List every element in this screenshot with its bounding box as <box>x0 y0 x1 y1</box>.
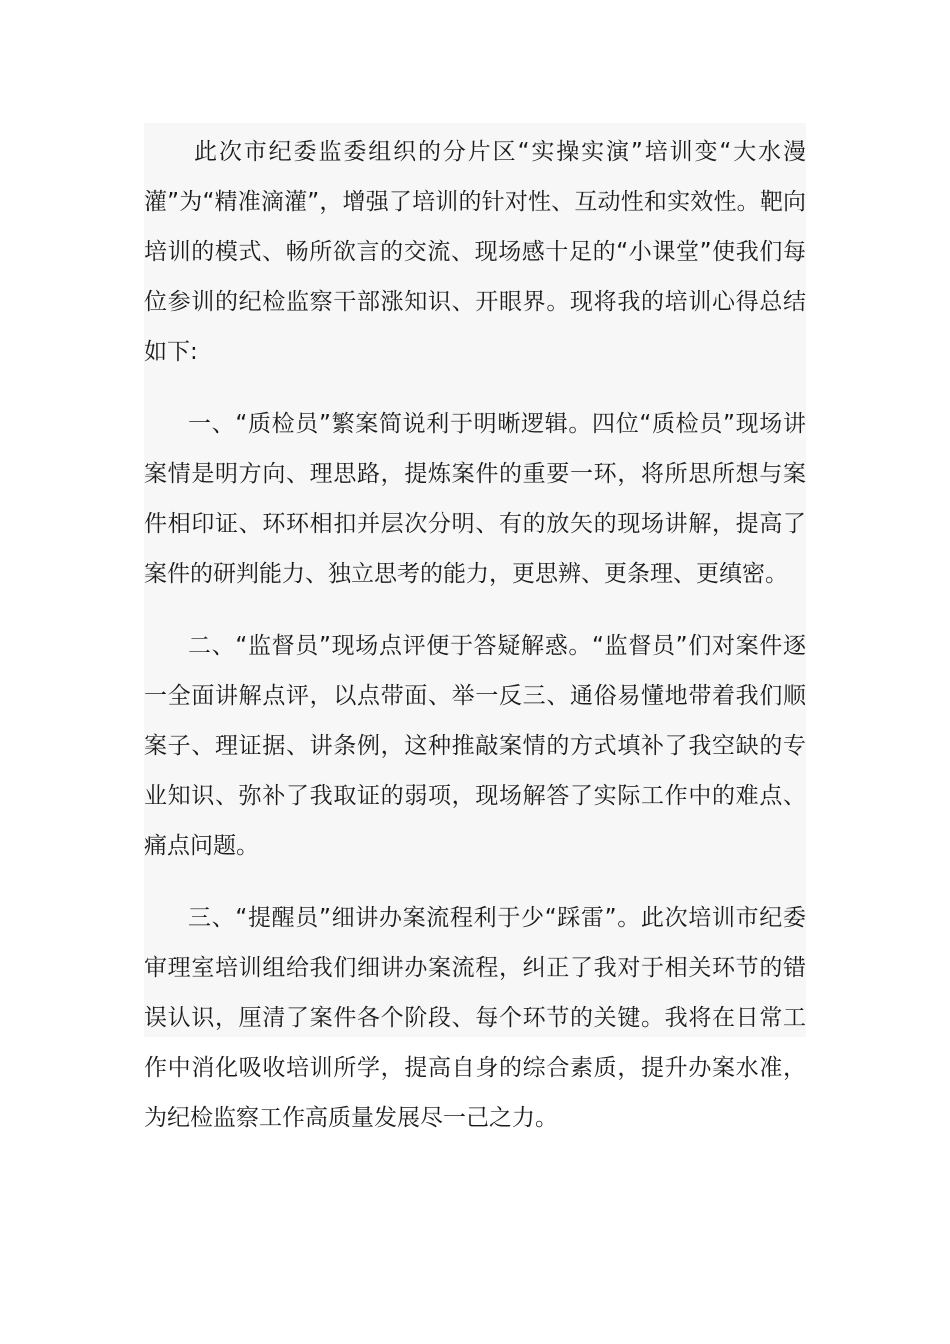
intro-paragraph: 此次市纪委监委组织的分片区“实操实演”培训变“大水漫灌”为“精准滴灌”，增强了培训的针对性、互动性和实效性。靶向培训的模式、畅所欲言的交流、现场感十足的“小课堂”使我们每位参训的纪检监察干部涨知识、开眼界。现将我的培训心得总结如下: <box>144 139 806 365</box>
point-one-paragraph: 一、“质检员”繁案简说利于明晰逻辑。四位“质检员”现场讲案情是明方向、理思路，提炼案件的重要一环，将所思所想与案件相印证、环环相扣并层次分明、有的放矢的现场讲解，提高了案件的研判能力、独立思考的能力，更思辨、更条理、更缜密。 <box>144 411 806 587</box>
point-two-paragraph: 二、“监督员”现场点评便于答疑解惑。“监督员”们对案件逐一全面讲解点评，以点带面、举一反三、通俗易懂地带着我们顺案子、理证据、讲条例，这种推敲案情的方式填补了我空缺的专业知识、弥补了我取证的弱项，现场解答了实际工作中的难点、痛点问题。 <box>144 633 806 859</box>
point-three-paragraph: 三、“提醒员”细讲办案流程利于少“踩雷”。此次培训市纪委审理室培训组给我们细讲办案流程，纠正了我对于相关环节的错误认识，厘清了案件各个阶段、每个环节的关键。我将在日常工作中消化吸收培训所学，提高自身的综合素质，提升办案水准，为纪检监察工作高质量发展尽一己之力。 <box>144 905 806 1131</box>
document-body <box>144 123 806 1131</box>
